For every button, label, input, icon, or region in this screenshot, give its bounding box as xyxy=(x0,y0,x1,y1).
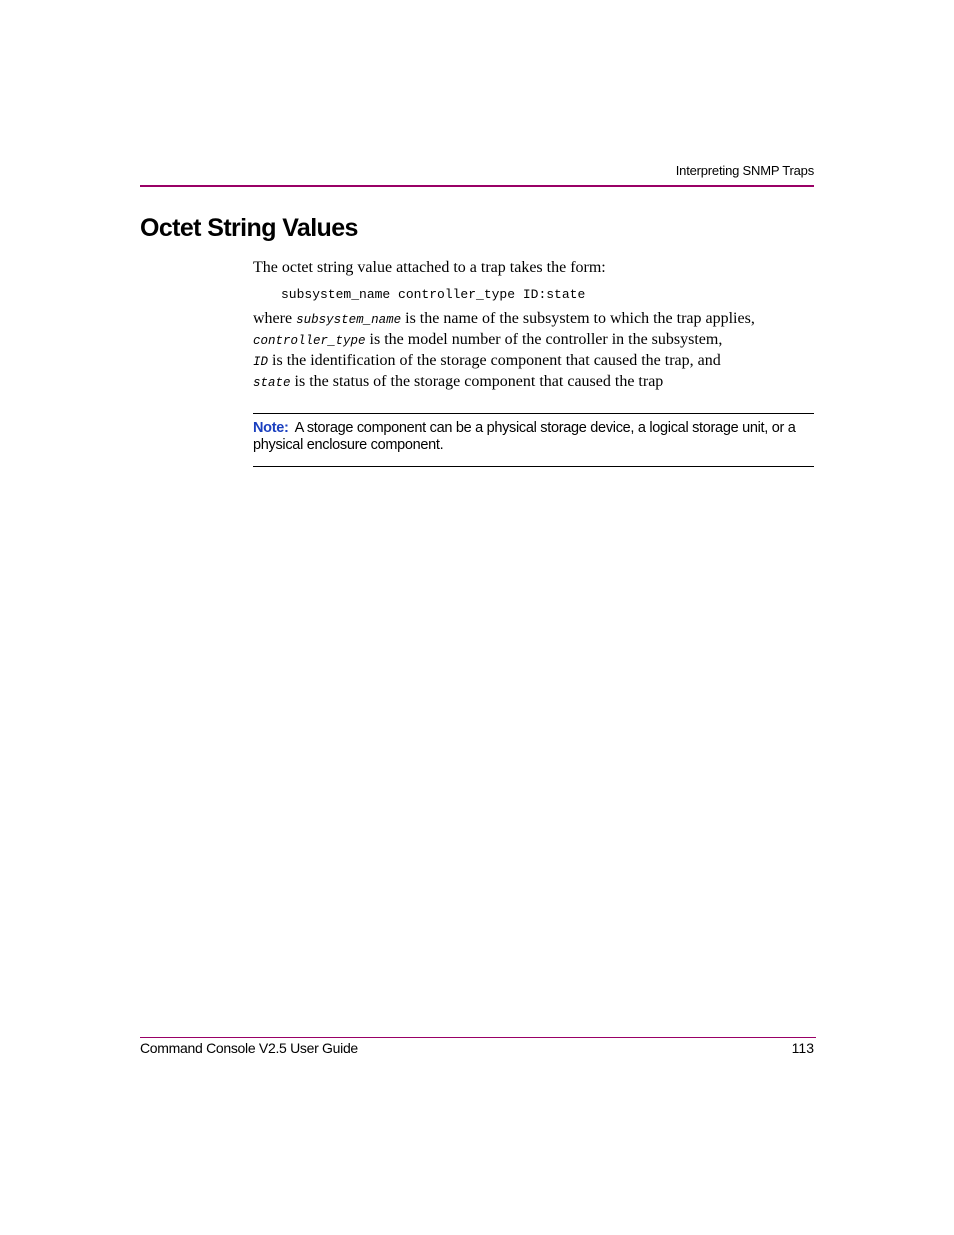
note-text: A storage component can be a physical storage device, a logical storage unit, or a physical enclosure component. xyxy=(253,420,796,453)
note-label: Note: xyxy=(253,420,289,436)
header-rule xyxy=(140,185,814,187)
footer-book-title: Command Console V2.5 User Guide xyxy=(140,1040,358,1056)
desc-where: where xyxy=(253,310,297,327)
footer-rule xyxy=(140,1037,816,1038)
footer-page-number: 113 xyxy=(791,1040,814,1056)
note-rule-bottom xyxy=(253,466,814,467)
note-box xyxy=(253,420,814,454)
desc-controller-text: is the model number of the controller in the subsystem, xyxy=(365,331,723,348)
running-header: Interpreting SNMP Traps xyxy=(675,163,814,178)
desc-subsystem-text: is the name of the subsystem to which the trap applies, xyxy=(401,310,755,327)
description-paragraph xyxy=(253,309,815,393)
desc-id-text: is the identification of the storage component that caused the trap, and xyxy=(268,352,721,369)
intro-paragraph: The octet string value attached to a trap takes the form: xyxy=(253,259,606,276)
term-id: ID xyxy=(253,355,269,369)
term-subsystem-name: subsystem_name xyxy=(296,313,402,327)
section-title: Octet String Values xyxy=(140,214,358,242)
note-rule-top xyxy=(253,413,814,414)
desc-state-text: is the status of the storage component that caused the trap xyxy=(290,373,664,390)
code-example: subsystem_name controller_type ID:state xyxy=(281,287,586,302)
term-controller-type: controller_type xyxy=(253,334,366,348)
term-state: state xyxy=(253,376,291,390)
